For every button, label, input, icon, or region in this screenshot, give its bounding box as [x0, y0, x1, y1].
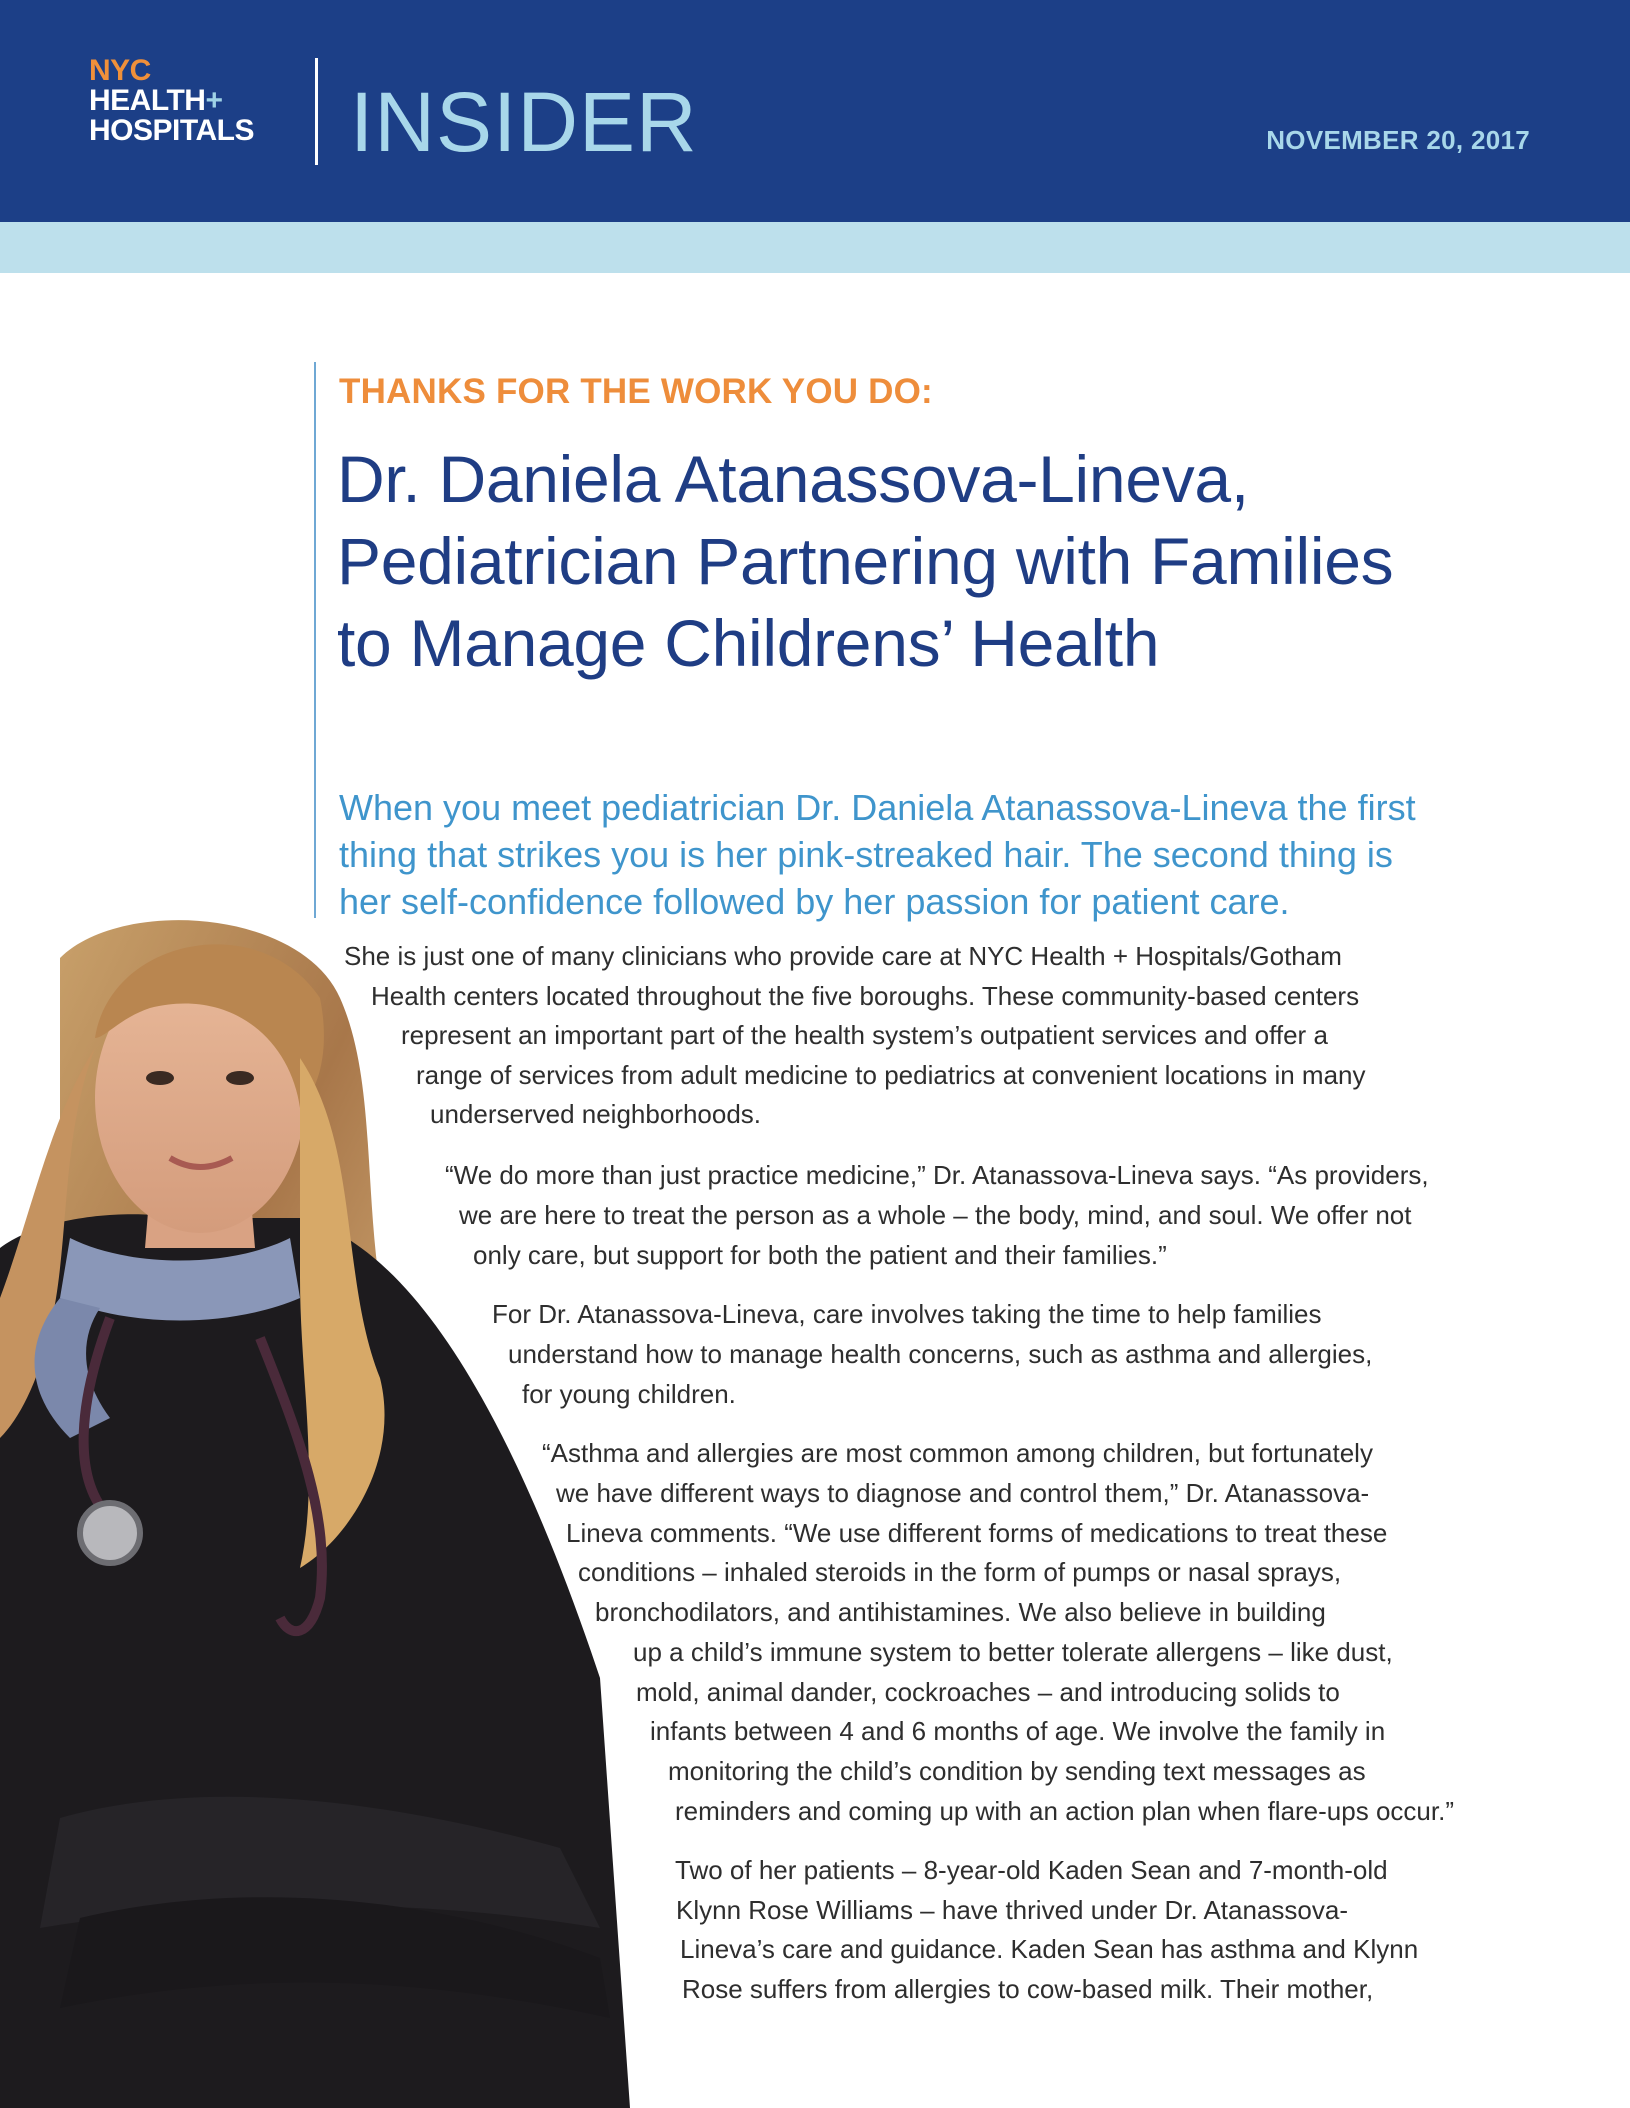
- article-headline: [337, 438, 1597, 684]
- article-kicker: THANKS FOR THE WORK YOU DO:: [339, 372, 933, 411]
- masthead: [0, 0, 1630, 222]
- logo-divider: [315, 58, 318, 165]
- headline-rule: [314, 362, 316, 918]
- body-line: represent an important part of the health system’s outpatient services and offer a: [401, 1020, 1328, 1050]
- body-line: monitoring the child’s condition by sending text messages as: [668, 1756, 1366, 1786]
- lede-line: thing that strikes you is her pink-streaked hair. The second thing is: [339, 834, 1393, 875]
- lede-line: When you meet pediatrician Dr. Daniela Atanassova-Lineva the first: [339, 787, 1416, 828]
- headline-line: Dr. Daniela Atanassova-Lineva,: [337, 442, 1249, 516]
- header-stripe: [0, 222, 1630, 273]
- body-line: Health centers located throughout the five boroughs. These community-based centers: [371, 981, 1360, 1011]
- logo-hospitals: HOSPITALS: [89, 114, 254, 147]
- body-line: Rose suffers from allergies to cow-based milk. Their mother,: [682, 1974, 1374, 2004]
- body-line: Lineva’s care and guidance. Kaden Sean has asthma and Klynn: [680, 1934, 1419, 1964]
- lede-line: her self-confidence followed by her passion for patient care.: [339, 881, 1290, 922]
- issue-date: NOVEMBER 20, 2017: [1266, 125, 1530, 155]
- logo-health-line: [89, 86, 254, 116]
- body-line: up a child’s immune system to better tolerate allergens – like dust,: [633, 1637, 1393, 1667]
- headline-line: Pediatrician Partnering with Families: [337, 524, 1394, 598]
- headline-line: to Manage Childrens’ Health: [337, 606, 1160, 680]
- body-line: we are here to treat the person as a whole – the body, mind, and soul. We offer not: [459, 1200, 1412, 1230]
- article-lede: [339, 784, 1579, 925]
- body-line: reminders and coming up with an action plan when flare-ups occur.”: [675, 1796, 1454, 1826]
- body-line: For Dr. Atanassova-Lineva, care involves taking the time to help families: [492, 1299, 1322, 1329]
- body-line: bronchodilators, and antihistamines. We also believe in building: [595, 1597, 1326, 1627]
- body-line: Klynn Rose Williams – have thrived under Dr. Atanassova-: [676, 1895, 1348, 1925]
- body-line: Lineva comments. “We use different forms of medications to treat these: [566, 1518, 1388, 1548]
- body-line: only care, but support for both the patient and their families.”: [473, 1240, 1167, 1270]
- publication-title: INSIDER: [350, 75, 698, 169]
- body-line: for young children.: [522, 1379, 736, 1409]
- body-line: underserved neighborhoods.: [430, 1099, 762, 1129]
- body-line: understand how to manage health concerns, such as asthma and allergies,: [508, 1339, 1373, 1369]
- body-line: “Asthma and allergies are most common among children, but fortunately: [542, 1438, 1373, 1468]
- body-line: conditions – inhaled steroids in the form of pumps or nasal sprays,: [578, 1557, 1342, 1587]
- logo-health: HEALTH: [89, 84, 206, 117]
- body-line: She is just one of many clinicians who provide care at NYC Health + Hospitals/Gotham: [344, 941, 1342, 971]
- doctor-portrait: [0, 918, 640, 2108]
- logo-plus: +: [205, 84, 223, 117]
- body-line: Two of her patients – 8-year-old Kaden Sean and 7-month-old: [675, 1855, 1388, 1885]
- body-line: mold, animal dander, cockroaches – and introducing solids to: [636, 1677, 1340, 1707]
- logo-nyc: NYC: [89, 54, 151, 87]
- body-line: infants between 4 and 6 months of age. We involve the family in: [650, 1716, 1386, 1746]
- body-line: “We do more than just practice medicine,” Dr. Atanassova-Lineva says. “As providers,: [445, 1160, 1429, 1190]
- nyc-health-hospitals-logo: [89, 56, 254, 146]
- body-line: range of services from adult medicine to pediatrics at convenient locations in many: [416, 1060, 1366, 1090]
- body-line: we have different ways to diagnose and control them,” Dr. Atanassova-: [556, 1478, 1370, 1508]
